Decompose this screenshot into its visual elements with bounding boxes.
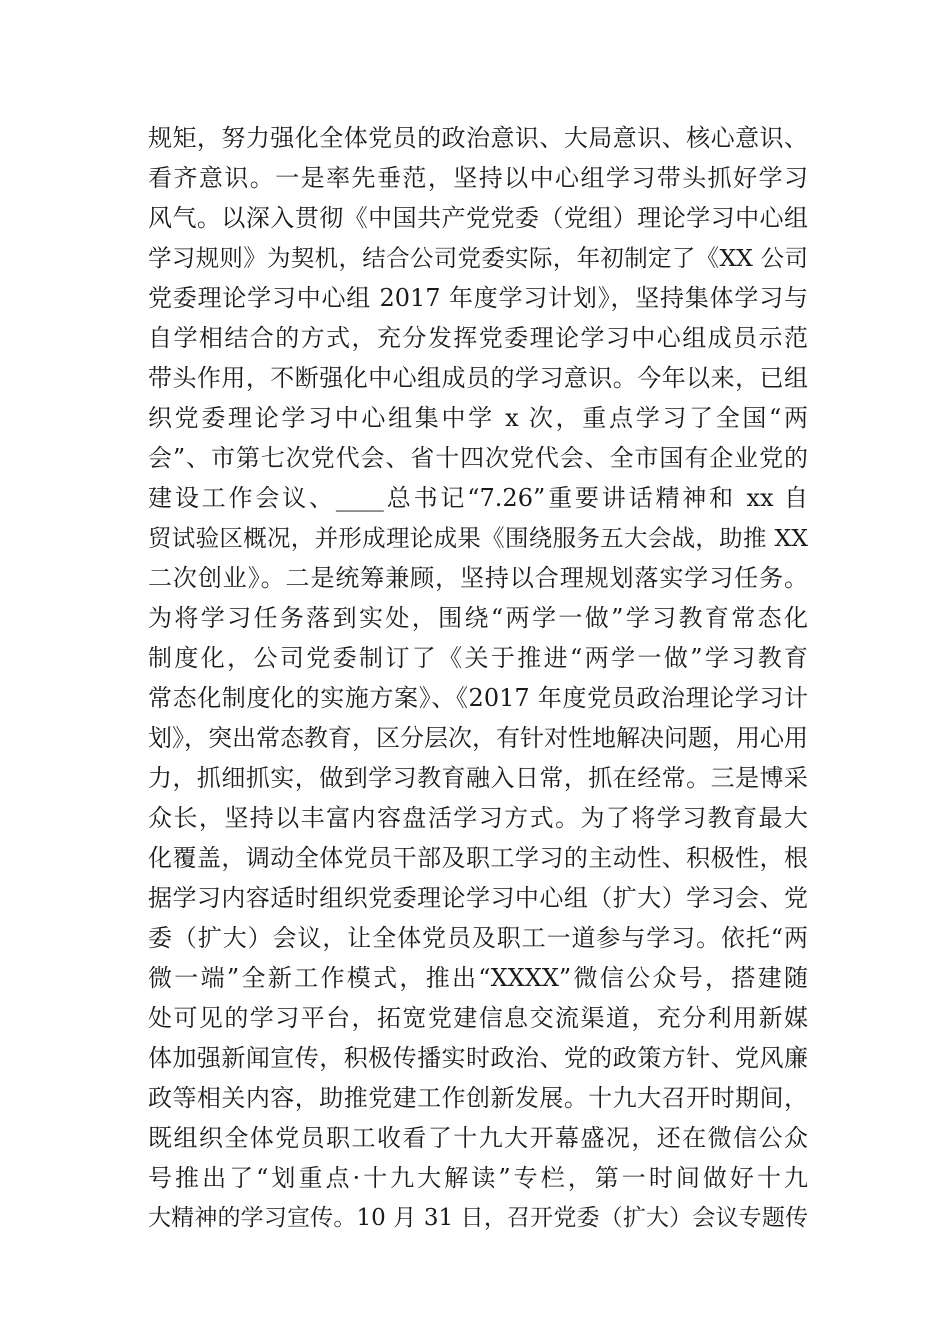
- text-line: 看齐意识。一是率先垂范，坚持以中心组学习带头抓好学习: [148, 164, 808, 192]
- text-line: 体加强新闻宣传，积极传播实时政治、党的政策方针、党风廉: [148, 1044, 808, 1072]
- text-line: 带头作用，不断强化中心组成员的学习意识。今年以来，已组: [148, 364, 808, 392]
- text-line: 力，抓细抓实，做到学习教育融入日常，抓在经常。三是博采: [148, 764, 808, 792]
- text-line: 大精神的学习宣传。10 月 31 日，召开党委（扩大）会议专题传: [148, 1205, 808, 1231]
- text-line: 既组织全体党员职工收看了十九大开幕盛况，还在微信公众: [148, 1124, 808, 1152]
- text-line: 二次创业》。二是统筹兼顾，坚持以合理规划落实学习任务。: [148, 564, 808, 592]
- text-line: 自学相结合的方式，充分发挥党委理论学习中心组成员示范: [148, 324, 808, 352]
- text-line: 化覆盖，调动全体党员干部及职工学习的主动性、积极性，根: [148, 844, 808, 872]
- text-line: 规矩，努力强化全体党员的政治意识、大局意识、核心意识、: [148, 124, 808, 152]
- text-line: 为将学习任务落到实处，围绕“两学一做”学习教育常态化: [148, 604, 808, 632]
- text-line: 众长，坚持以丰富内容盘活学习方式。为了将学习教育最大: [148, 804, 808, 832]
- text-line: 政等相关内容，助推党建工作创新发展。十九大召开时期间，: [148, 1084, 808, 1112]
- text-line: 划》，突出常态教育，区分层次，有针对性地解决问题，用心用: [148, 724, 808, 752]
- text-line: 学习规则》为契机，结合公司党委实际，年初制定了《XX 公司: [148, 244, 808, 272]
- text-line: 据学习内容适时组织党委理论学习中心组（扩大）学习会、党: [148, 884, 808, 912]
- text-line: 微一端”全新工作模式，推出“XXXX”微信公众号，搭建随: [148, 964, 808, 992]
- text-line: 会”、市第七次党代会、省十四次党代会、全市国有企业党的: [148, 444, 808, 472]
- text-line: 风气。以深入贯彻《中国共产党党委（党组）理论学习中心组: [148, 204, 808, 232]
- text-line: 建设工作会议、____总书记“7.26”重要讲话精神和 xx 自: [148, 484, 808, 512]
- text-line: 委（扩大）会议，让全体党员及职工一道参与学习。依托“两: [148, 924, 808, 952]
- text-line: 织党委理论学习中心组集中学 x 次，重点学习了全国“两: [148, 404, 808, 432]
- text-line: 党委理论学习中心组 2017 年度学习计划》，坚持集体学习与: [148, 284, 808, 312]
- text-line: 常态化制度化的实施方案》、《2017 年度党员政治理论学习计: [148, 684, 808, 712]
- body-text: [148, 118, 808, 1238]
- text-line: 号推出了“划重点·十九大解读”专栏，第一时间做好十九: [148, 1164, 808, 1192]
- text-line: 处可见的学习平台，拓宽党建信息交流渠道，充分利用新媒: [148, 1004, 808, 1032]
- text-line: 制度化，公司党委制订了《关于推进“两学一做”学习教育: [148, 644, 808, 672]
- text-line: 贸试验区概况，并形成理论成果《围绕服务五大会战，助推 XX: [148, 524, 808, 552]
